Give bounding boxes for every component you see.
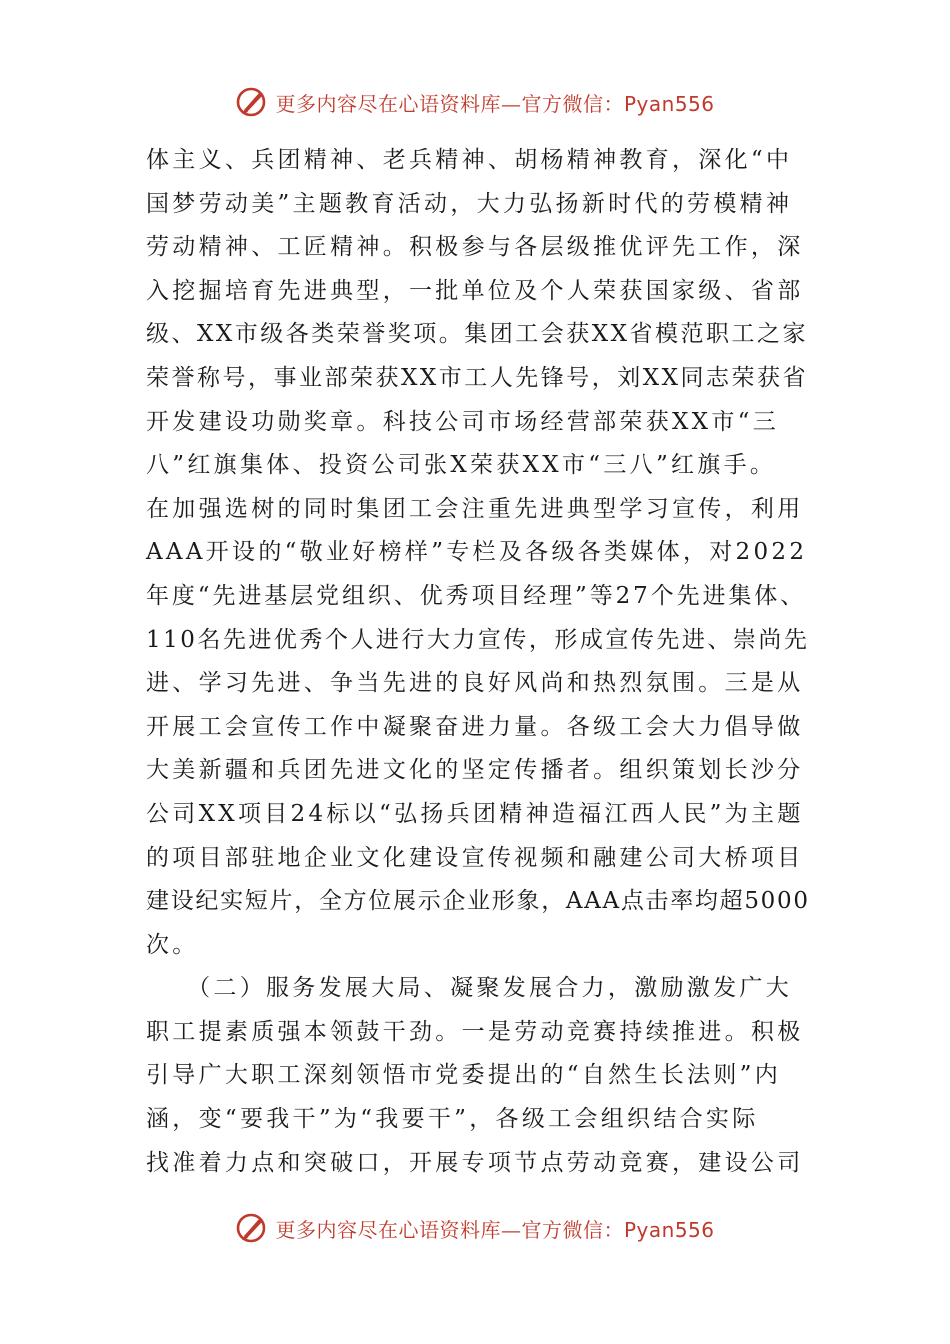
text-line: 开发建设功勋奖章。科技公司市场经营部荣获XX市“三 [146,408,780,435]
text-line: 110名先进优秀个人进行大力宣传，形成宣传先进、崇尚先 [146,626,810,653]
text-line: 建设纪实短片，全方位展示企业形象，AAA点击率均超5000 [146,888,810,915]
text-line: 开展工会宣传工作中凝聚奋进力量。各级工会大力倡导做 [146,713,804,740]
text-line: 八”红旗集体、投资公司张X荣获XX市“三八”红旗手。 [146,452,777,479]
header-banner [0,82,950,122]
text-line: 职工提素质强本领鼓干劲。一是劳动竞赛持续推进。积极 [146,1018,804,1045]
pen-logo-icon [235,1211,269,1245]
wechat-id: Pyan556 [623,1217,715,1242]
text-line: 公司XX项目24标以“弘扬兵团精神造福江西人民”为主题 [146,800,804,827]
text-line: 国梦劳动美”主题教育活动，大力弘扬新时代的劳模精神 [146,190,793,217]
wechat-id: Pyan556 [623,91,715,116]
document-body [146,139,810,1185]
text-line: 找准着力点和突破口，开展专项节点劳动竞赛，建设公司 [146,1149,804,1176]
banner-text: 更多内容尽在心语资料库—官方微信：Pyan556 [275,91,715,116]
text-line: 次。 [146,931,199,958]
text-line: 大美新疆和兵团先进文化的坚定传播者。组织策划长沙分 [146,757,804,784]
text-line: （二）服务发展大局、凝聚发展合力，激励激发广大 [146,975,792,1002]
footer-banner [0,1208,950,1248]
text-line: 引导广大职工深刻领悟市党委提出的“自然生长法则”内 [146,1062,782,1089]
text-line: 入挖掘培育先进典型，一批单位及个人荣获国家级、省部 [146,277,804,304]
text-line: 年度“先进基层党组织、优秀项目经理”等27个先进集体、 [146,582,807,609]
text-line: 级、XX市级各类荣誉奖项。集团工会获XX省模范职工之家 [146,321,808,348]
text-line: 体主义、兵团精神、老兵精神、胡杨精神教育，深化“中 [146,147,793,173]
text-line: 荣誉称号，事业部荣获XX市工人先锋号，刘XX同志荣获省 [146,364,808,391]
text-line: 劳动精神、工匠精神。积极参与各层级推优评先工作，深 [146,234,804,261]
text-line: 的项目部驻地企业文化建设宣传视频和融建公司大桥项目 [146,844,804,871]
pen-logo-icon [235,85,269,119]
text-line: 涵，变“要我干”为“我要干”，各级工会组织结合实际 [146,1106,759,1133]
text-line: AAA开设的“敬业好榜样”专栏及各级各类媒体，对2022 [146,539,808,566]
banner-text: 更多内容尽在心语资料库—官方微信：Pyan556 [275,1217,715,1242]
text-line: 进、学习先进、争当先进的良好风尚和热烈氛围。三是从 [146,670,804,697]
text-line: 在加强选树的同时集团工会注重先进典型学习宣传，利用 [146,495,804,522]
